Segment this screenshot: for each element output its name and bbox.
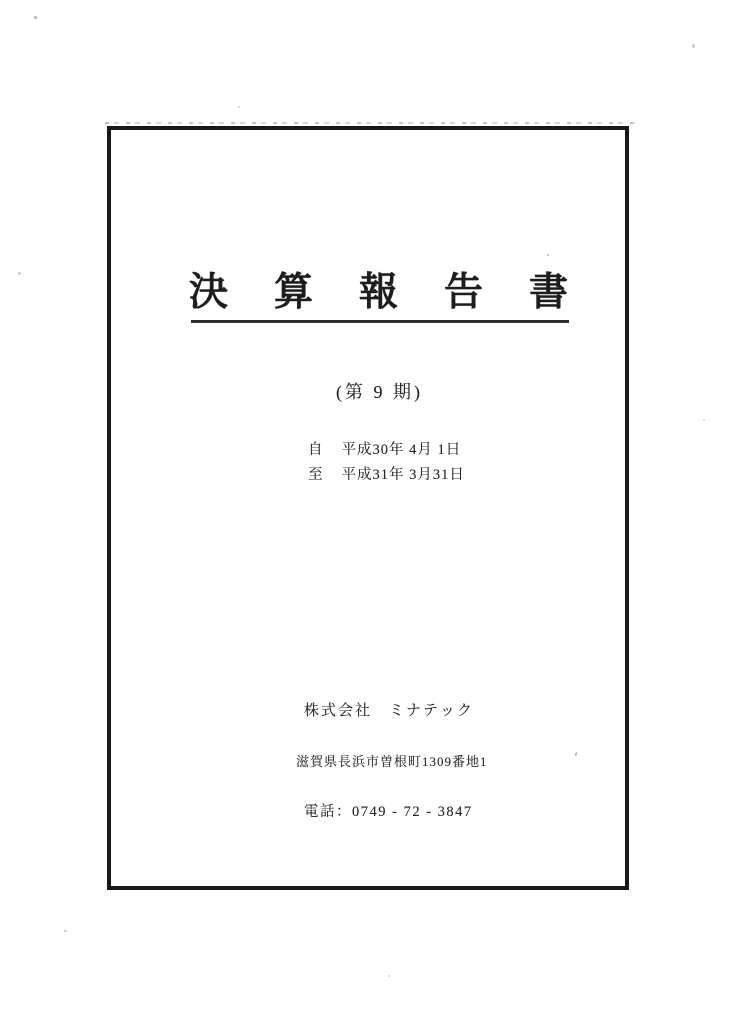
- title-underline: [191, 320, 569, 323]
- scan-speck: [388, 975, 390, 977]
- period-from-label: 自: [308, 442, 324, 458]
- period-to-label: 至: [308, 467, 324, 483]
- company-address: 滋賀県長浜市曽根町1309番地1: [296, 754, 488, 769]
- scan-speck: [547, 254, 549, 256]
- period-from-row: [308, 438, 461, 459]
- scan-speck: [64, 930, 67, 932]
- scan-speck: [34, 16, 37, 19]
- period-from-date: 平成30年 4月 1日: [341, 442, 462, 458]
- report-cover-frame: [107, 126, 629, 890]
- scan-speck: [703, 419, 705, 421]
- company-phone: 電話：0749 - 72 - 3847: [304, 804, 473, 820]
- report-title: 決算報告書: [189, 271, 615, 314]
- period-to-row: [308, 463, 465, 484]
- scan-speck: [238, 106, 240, 108]
- company-name: 株式会社 ミナテック: [304, 703, 475, 719]
- period-to-date: 平成31年 3月31日: [341, 467, 465, 483]
- fiscal-period-number: (第 9 期): [336, 382, 423, 402]
- scan-speck: [692, 44, 695, 48]
- scan-speck: [18, 272, 21, 275]
